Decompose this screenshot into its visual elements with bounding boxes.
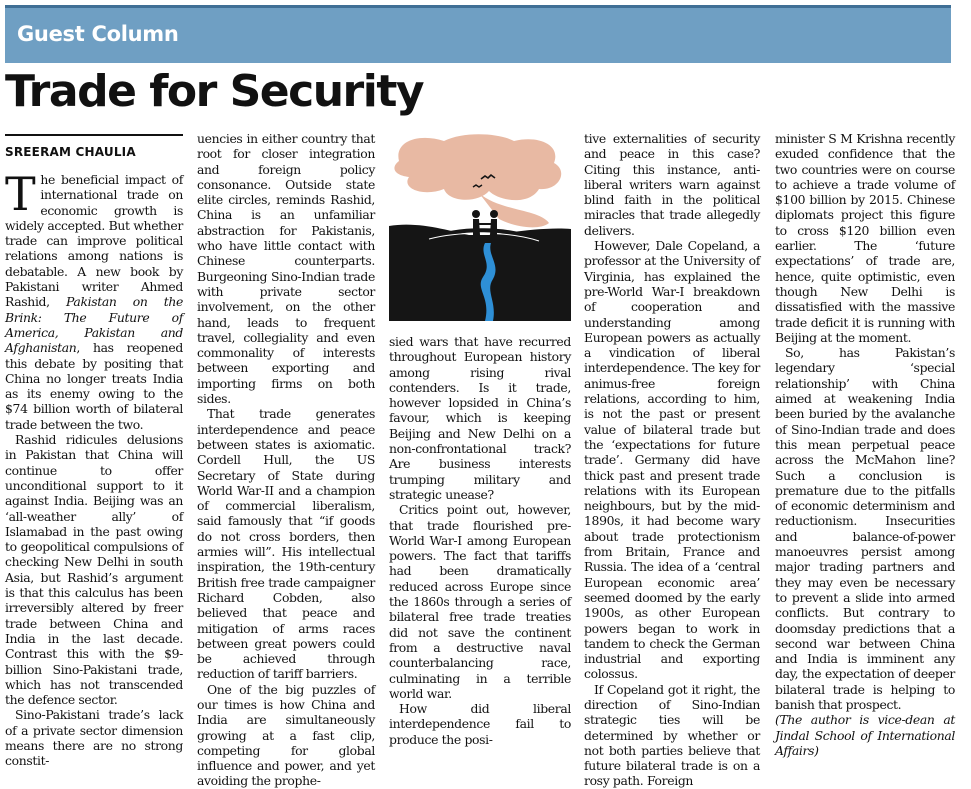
person-figure	[472, 210, 480, 218]
section-banner	[5, 5, 951, 63]
person-figure	[490, 219, 497, 235]
paragraph: sied wars that have recurred throughout European history among rising rival contenders. Is it trade, however lopsided in China’s favour, which is keeping Beijing and New Delhi on a non-confrontational track? Are business interests trumping military and strategic unease?	[389, 334, 571, 502]
article-column-3	[389, 334, 571, 747]
book-title: Pakistan on the Brink: The Future of America, Pakistan and Afghanistan	[5, 294, 184, 356]
article-byline: SREERAM CHAULIA	[5, 145, 136, 159]
paragraph: That trade generates interdependence and peace between states is axiomatic. Cordell Hull, the US Secretary of State during World War-II and a champion of commercial liberalism, said famously that “if goods do not cross borders, then armies will”. His intellectual inspiration, the 19th-century British free trade campaigner Richard Cobden, also believed that peace and mitigation of arms races between great powers could be achieved through reduction of tariff barriers.	[197, 406, 375, 682]
handshake-bridge-illustration	[389, 131, 571, 321]
paragraph: uencies in either country that root for closer integration and foreign policy consonance. Outside state elite circles, reminds Rashid, China is an unfamiliar abstraction for Pakistanis, who have little contact with Chinese counterparts. Burgeoning Sino-Indian trade with private sector involvement, on the other hand, leads to frequent travel, collegiality and even commonality of interests between exporting and importing firms on both sides.	[197, 131, 375, 407]
paragraph: However, Dale Copeland, a professor at the University of Virginia, has explained the pre-World War-I breakdown of cooperation and understanding among European powers as actually a vindication of liberal interdependence. The key for animus-free foreign relations, according to him, is not the past or present value of bilateral trade but the ‘expectations for future trade’. Germany did have thick past and present trade relations with its European neighbours, but by the mid-1890s, it had become wary about trade protectionism from Britain, France and Russia. The idea of a ‘central European economic area’ seemed doomed by the early 1900s, as other European powers began to work in tandem to check the German industrial and exporting colossus.	[584, 238, 760, 682]
paragraph: If Copeland got it right, the direction of Sino-Indian strategic ties will be determined by whether or not both parties believe that future bilateral trade is on a rosy path. Foreign	[584, 681, 760, 789]
paragraph: So, has Pakistan’s legendary ‘special relationship’ with China aimed at weakening India been buried by the avalanche of Sino-Indian trade and does this mean perpetual peace across the McMahon line? Such a conclusion is premature due to the pitfalls of economic determinism and reductionism. Insecurities and balance-of-power manoeuvres persist among major trading partners and they may even be necessary to prevent a slide into armed conflicts. But contrary to doomsday predictions that a second war between China and India is imminent any day, the expectation of deeper bilateral trade is helping to banish that prospect.	[775, 345, 955, 712]
person-figure	[473, 219, 480, 235]
section-title: Guest Column	[17, 22, 179, 46]
article-column-4	[584, 131, 760, 789]
paragraph: Sino-Pakistani trade’s lack of a private sector dimension means there are no strong constit-	[5, 707, 183, 769]
paragraph: Critics point out, however, that trade flourished pre-World War-I among European powers. The fact that tariffs had been dramatically reduced across Europe since the 1860s through a series of bilateral free trade treaties did not save the continent from a destructive naval counterbalancing race, culminating in a terrible world war.	[389, 502, 571, 701]
author-credit: (The author is vice-dean at Jindal School of International Affairs)	[775, 712, 955, 758]
paragraph: minister S M Krishna recently exuded confidence that the two countries were on course to achieve a trade volume of $100 billion by 2015. Chinese diplomats project this figure to cross $120 billion even earlier. The ‘future expectations’ of trade are, hence, quite optimistic, even though New Delhi is dissatisfied with the massive trade deficit it is running with Beijing at the moment.	[775, 131, 955, 345]
byline-rule	[5, 134, 183, 136]
paragraph: tive externalities of security and peace in this case? Citing this instance, anti-liberal writers warn against blind faith in the political miracles that trade allegedly delivers.	[584, 131, 760, 238]
paragraph: The beneficial impact of international trade on economic growth is widely accepted. But whether trade can improve political relations among nations is debatable. A new book by Pakistani writer Ahmed Rashid, Pakistan on the Brink: The Future of America, Pakistan and Afghanistan, has reopened this debate by positing that China no longer treats India as its enemy owing to the $74 billion worth of bilateral trade between the two.	[5, 167, 184, 432]
person-figure	[490, 210, 498, 218]
article-column-1	[5, 167, 184, 769]
paragraph: How did liberal interdependence fail to produce the posi-	[389, 701, 571, 747]
cloud-shape	[394, 134, 561, 200]
drop-cap: T	[5, 167, 36, 221]
paragraph: One of the big puzzles of our times is how China and India are simultaneously growing at a fast clip, competing for global influence and power, and yet avoiding the prophe-	[197, 681, 375, 789]
bird-icon	[473, 185, 482, 187]
article-column-5	[775, 131, 955, 758]
article-headline: Trade for Security	[5, 66, 424, 117]
article-column-2	[197, 131, 375, 789]
landscape-shape	[389, 225, 571, 321]
paragraph: Rashid ridicules delusions in Pakistan that China will continue to offer unconditional support to it against India. Beijing was an ‘all-weather ally’ of Islamabad in the past owing to geopolitical compulsions of checking New Delhi in south Asia, but Rashid’s argument is that this calculus has been irreversibly altered by freer trade between China and India in the last decade. Contrast this with the $9-billion Sino-Pakistani trade, which has not transcended the defence sector.	[5, 432, 183, 708]
